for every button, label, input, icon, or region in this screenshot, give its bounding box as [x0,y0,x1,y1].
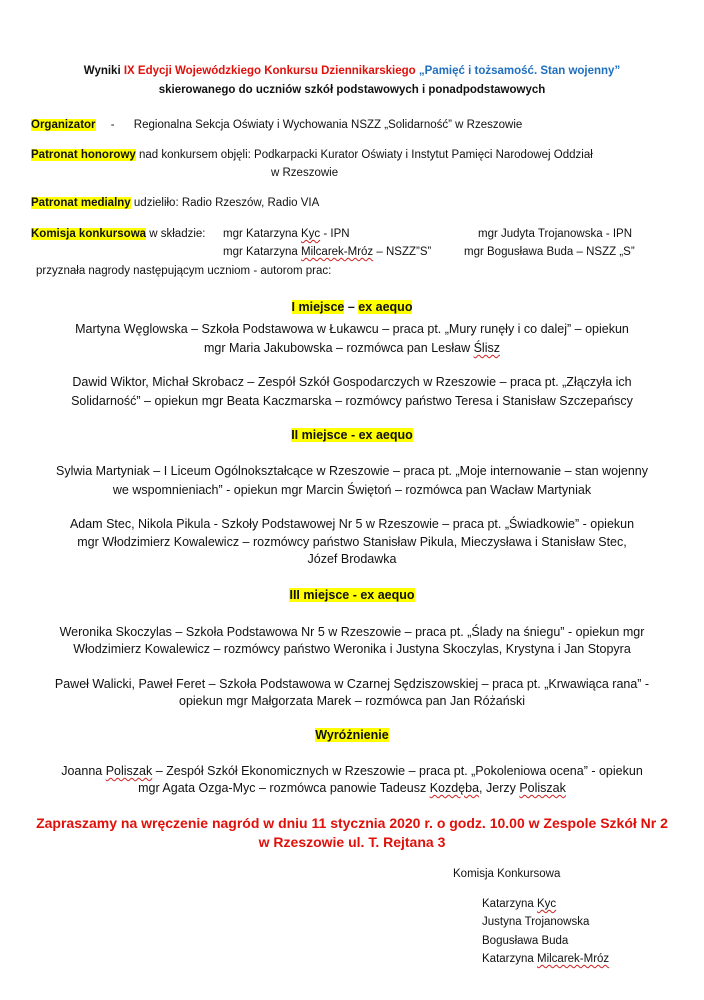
signature-name-4 [482,951,609,967]
media-patronage-label: Patronat medialny [31,197,131,209]
committee-text: w składzie: [146,228,206,240]
signature-title: Komisja Konkursowa [453,868,561,880]
signature-name-part: Kyc [536,898,557,910]
committee-member-3 [223,244,431,260]
header-title-part: Wyniki [83,65,124,77]
place1-title-part: ex aequo [358,300,413,314]
committee-label: Komisja konkursowa [31,228,147,240]
place1-entry2-line2: Solidarność” – opiekun mgr Beata Kaczmarska – rozmówcy państwo Teresa i Stanisław Szczepańscy [71,394,633,408]
organizer-label: Organizator [31,119,96,131]
committee-member-4: mgr Bogusława Buda – NSZZ „S” [464,246,635,258]
place1-title-part: I miejsce [291,300,345,314]
honorary-patronage-line [31,147,593,163]
invitation-line1: Zapraszamy na wręczenie nagród w dniu 11 stycznia 2020 r. o godz. 10.00 w Zespole Szkół Nr 2 [36,815,668,831]
media-patronage-text: udzieliło: Radio Rzeszów, Radio VIA [130,197,320,209]
place3-entry2-line2: opiekun mgr Małgorzata Marek – rozmówca pan Jan Różański [179,694,525,708]
committee-member-part: Milcarek-Mróz [300,246,374,258]
invitation-line2: w Rzeszowie ul. T. Rejtana 3 [258,834,446,850]
header-title [0,63,704,79]
place3-entry1-line2: Włodzimierz Kowalewicz – rozmówcy państwo Weronika i Justyna Skoczylas, Krystyna i Jan Stopyra [73,642,631,656]
signature-name-part: Milcarek-Mróz [536,953,610,965]
place1-entry1-part: mgr Maria Jakubowska – rozmówca pan Lesław [204,341,474,355]
header-subtitle: skierowanego do uczniów szkół podstawowych i ponadpodstawowych [158,84,546,96]
committee-member-part: - IPN [320,228,350,240]
committee-awards-text: przyznała nagrody następującym uczniom - autorom prac: [36,265,332,277]
place1-title [0,299,704,315]
place2-entry2-line1: Adam Stec, Nikola Pikula - Szkoły Podstawowej Nr 5 w Rzeszowie – praca pt. „Świadkowie” - opiekun [69,517,635,531]
signature-name-1 [482,896,556,912]
place3-title [0,587,704,603]
place2-entry2-line2: mgr Włodzimierz Kowalewicz – rozmówcy państwo Stanisław Pikula, Mieczysława i Stanisław Stec, [77,535,627,549]
distinction-part: Joanna [61,764,106,778]
organizer-value: Regionalna Sekcja Oświaty i Wychowania NSZZ „Solidarność” w Rzeszowie [133,119,523,131]
place3-title-text: III miejsce - ex aequo [289,588,415,602]
media-patronage-line [31,195,319,211]
committee-line [31,226,205,242]
place3-entry1-line1: Weronika Skoczylas – Szkoła Podstawowa Nr 5 w Rzeszowie – praca pt. „Ślady na śniegu” - opiekun mgr [59,625,645,639]
place1-entry1-part: Ślisz [473,341,500,355]
committee-member-2: mgr Judyta Trojanowska - IPN [478,228,633,240]
place2-entry2-line3: Józef Brodawka [307,552,397,566]
place2-title-text: II miejsce - ex aequo [291,428,413,442]
distinction-line2 [0,780,704,796]
honorary-patronage-label: Patronat honorowy [31,149,136,161]
distinction-part: Kozdęba [429,781,480,795]
distinction-line1 [0,763,704,779]
place1-entry2-line1: Dawid Wiktor, Michał Skrobacz – Zespół Szkół Gospodarczych w Rzeszowie – praca pt. „Złączyła ich [72,375,632,389]
committee-member-part: Kyc [300,228,321,240]
distinction-part: mgr Agata Ozga-Myc – rozmówca panowie Tadeusz [138,781,430,795]
place3-entry2-line1: Paweł Walicki, Paweł Feret – Szkoła Podstawowa w Czarnej Sędziszowskiej – praca pt. „Krwawiąca rana” - [54,677,650,691]
committee-member-1 [223,226,350,242]
signature-name-3: Bogusława Buda [482,935,569,947]
signature-name-part: Katarzyna [482,953,537,965]
honorary-patronage-text: nad konkursem objęli: Podkarpacki Kurator Oświaty i Instytut Pamięci Narodowej Oddział [135,149,593,161]
signature-name-part: Katarzyna [482,898,537,910]
distinction-title [0,727,704,743]
place2-title [0,427,704,443]
header-title-part: „Pamięć i tożsamość. Stan wojenny” [418,65,621,77]
place1-entry1-line1: Martyna Węglowska – Szkoła Podstawowa w Łukawcu – praca pt. „Mury runęły i co dalej” – opiekun [75,322,629,336]
place2-entry1-line1: Sylwia Martyniak – I Liceum Ogólnokształcące w Rzeszowie – praca pt. „Moje internowanie – stan wojenny [56,464,648,478]
place2-entry1-line2: we wspomnieniach” - opiekun mgr Marcin Świętoń – rozmówca pan Wacław Martyniak [112,483,592,497]
organizer-sep: - [110,119,115,131]
signature-name-2: Justyna Trojanowska [482,916,590,928]
honorary-patronage-text-cont: w Rzeszowie [271,167,339,179]
distinction-part: , Jerzy [479,781,520,795]
distinction-title-text: Wyróżnienie [315,728,389,742]
organizer-line [31,117,522,133]
distinction-part: Poliszak [519,781,566,795]
distinction-part: Poliszak [105,764,153,778]
header-title-part: IX Edycji Wojewódzkiego Konkursu Dziennikarskiego [123,65,419,77]
committee-member-part: mgr Katarzyna [223,228,301,240]
committee-member-part: – NSZZ”S” [373,246,432,258]
distinction-part: – Zespół Szkół Ekonomicznych w Rzeszowie – praca pt. „Pokoleniowa ocena” - opiekun [152,764,643,778]
committee-member-part: mgr Katarzyna [223,246,301,258]
place1-entry1-line2 [0,340,704,356]
place1-title-part: – [344,300,359,314]
